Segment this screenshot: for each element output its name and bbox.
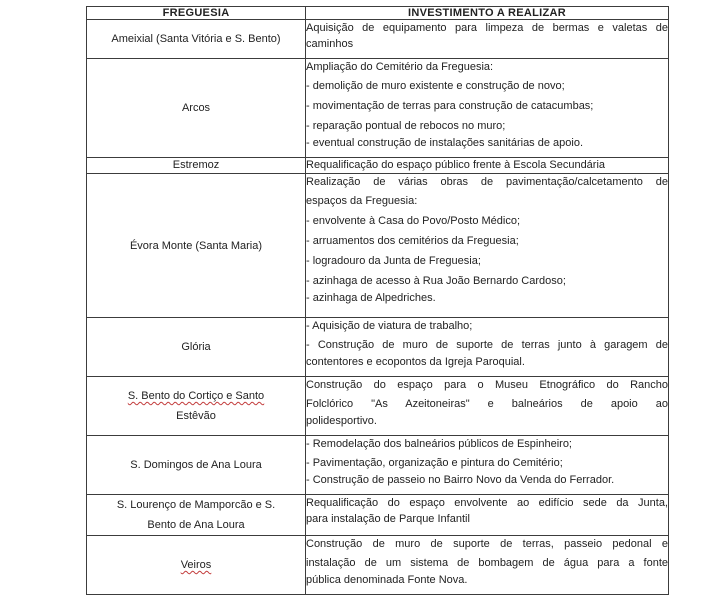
investment-cell [306, 174, 669, 318]
investment-line: - demolição de muro existente e construção de novo; [306, 80, 565, 92]
parish-name: Estremoz [172, 159, 220, 171]
investment-cell [306, 436, 669, 495]
investment-line: para instalação de Parque Infantil [306, 513, 470, 525]
table-header-row [87, 7, 669, 20]
table-row [87, 318, 669, 377]
header-parish: FREGUESIA [87, 7, 306, 20]
investment-line: polidesportivo. [306, 415, 377, 427]
investment-cell [306, 495, 669, 536]
table-row [87, 436, 669, 495]
investment-table [86, 6, 669, 595]
parish-cell [87, 536, 306, 595]
investment-line: instalação de um sistema de bombagem de água para a fonte [306, 557, 668, 569]
investment-line: - Construção de muro de suporte de terras junto à garagem de [306, 339, 668, 351]
parish-cell [87, 174, 306, 318]
parish-cell [87, 59, 306, 158]
parish-name: Glória [181, 341, 211, 353]
table-row [87, 158, 669, 174]
investment-cell [306, 318, 669, 377]
parish-cell [87, 436, 306, 495]
investment-line: - Aquisição de viatura de trabalho; [306, 320, 473, 332]
investment-line: - reparação pontual de rebocos no muro; [306, 120, 506, 132]
investment-line: - azinhaga de Alpedriches. [306, 292, 436, 304]
investment-cell [306, 377, 669, 436]
investment-cell [306, 536, 669, 595]
investment-line: - envolvente à Casa do Povo/Posto Médico; [306, 215, 521, 227]
investment-line: Requalificação do espaço público frente à Escola Secundária [306, 159, 606, 171]
parish-cell [87, 377, 306, 436]
parish-name [117, 499, 275, 531]
investment-line: Realização de várias obras de pavimentação/calcetamento de [306, 176, 668, 188]
parish-name: Ameixial (Santa Vitória e S. Bento) [111, 33, 281, 45]
parish-name-line: S. Lourenço de Mamporcão e S. [116, 499, 276, 511]
table-row [87, 59, 669, 158]
parish-cell [87, 158, 306, 174]
investment-line: - Construção de passeio no Bairro Novo da Venda do Ferrador. [306, 474, 615, 486]
investment-line: - eventual construção de instalações sanitárias de apoio. [306, 137, 584, 149]
table-row [87, 174, 669, 318]
parish-name: S. Domingos de Ana Loura [130, 459, 262, 471]
investment-line: caminhos [306, 38, 354, 50]
parish-name: Évora Monte (Santa Maria) [129, 239, 263, 252]
investment-line: Construção do espaço para o Museu Etnográfico do Rancho [306, 379, 668, 391]
table-row [87, 536, 669, 595]
header-investment: INVESTIMENTO A REALIZAR [306, 7, 669, 20]
parish-cell [87, 20, 306, 59]
investment-line: Aquisição de equipamento para limpeza de bermas e valetas de [306, 22, 668, 34]
table-row [87, 20, 669, 59]
investment-line: - arruamentos dos cemitérios da Freguesia; [306, 235, 519, 247]
investment-line: Construção de muro de suporte de terras, passeio pedonal e [306, 538, 668, 550]
table-row [87, 377, 669, 436]
investment-line: - azinhaga de acesso à Rua João Bernardo Cardoso; [306, 275, 566, 287]
parish-name-line: Estêvão [176, 410, 216, 422]
investment-line: Requalificação do espaço envolvente ao edifício sede da Junta, [306, 497, 668, 509]
investment-line: - Pavimentação, organização e pintura do Cemitério; [306, 457, 563, 469]
parish-name-line: Bento de Ana Loura [147, 519, 245, 531]
investment-line: - Remodelação dos balneários públicos de Espinheiro; [306, 438, 572, 450]
investment-cell [306, 20, 669, 59]
investment-line: - movimentação de terras para construção de catacumbas; [306, 100, 594, 112]
investment-cell [306, 59, 669, 158]
parish-name: Arcos [181, 102, 211, 114]
parish-cell [87, 495, 306, 536]
investment-line: Folclórico "As Azeitoneiras" e balneários de apoio ao [306, 398, 668, 410]
parish-cell [87, 318, 306, 377]
table-row [87, 495, 669, 536]
investment-line: espaços da Freguesia: [306, 195, 418, 207]
parish-name: Veiros [180, 559, 212, 571]
parish-name-line: S. Bento do Cortiço e Santo [127, 390, 265, 402]
investment-line: pública denominada Fonte Nova. [306, 574, 468, 586]
investment-line: contentores e ecopontos da Igreja Paroquial. [306, 356, 525, 368]
parish-name [128, 390, 264, 422]
investment-cell [306, 158, 669, 174]
investment-line: - logradouro da Junta de Freguesia; [306, 255, 481, 267]
investment-line: Ampliação do Cemitério da Freguesia: [306, 61, 494, 73]
